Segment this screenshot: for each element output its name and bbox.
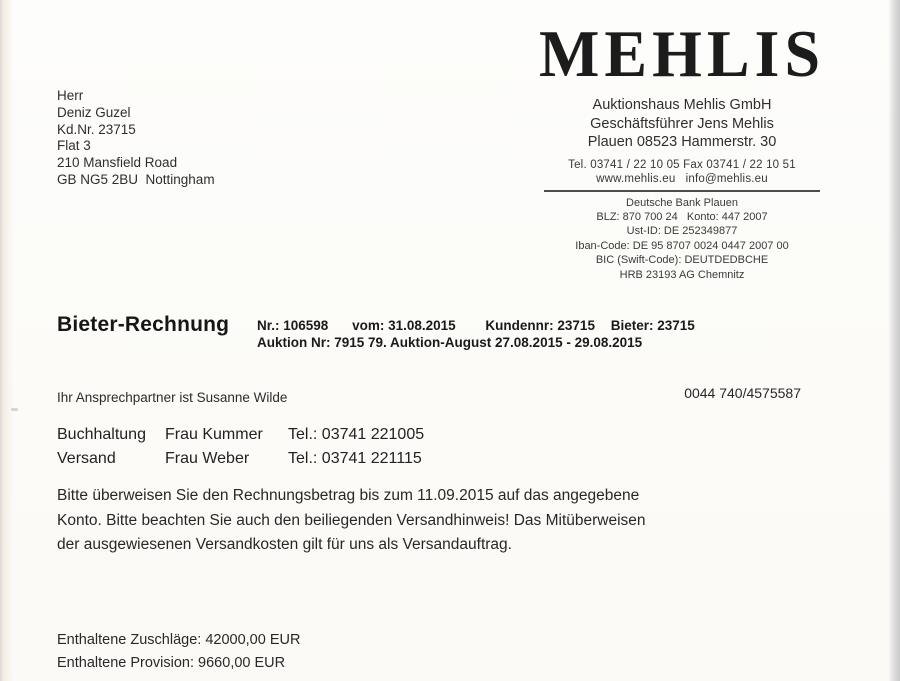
bank-iban: Iban-Code: DE 95 8707 0024 0447 2007 00: [575, 239, 789, 252]
bank-ust-id: Ust-ID: DE 252349877: [626, 225, 738, 238]
invoice-number: Nr.: 106598: [257, 318, 329, 333]
recipient-address-line3: GB NG5 2BU Nottingham: [57, 171, 215, 187]
contact-row-accounting: [57, 423, 424, 447]
scan-edge-right: [888, 0, 900, 681]
totals-block: [57, 629, 300, 675]
invoice-bidder-number: Bieter: 23715: [610, 318, 695, 333]
invoice-date: vom: 31.08.2015: [352, 318, 456, 333]
scan-edge-left: [0, 0, 14, 681]
bank-hrb: HRB 23193 AG Chemnitz: [619, 268, 745, 281]
contact-row-shipping: [57, 447, 424, 471]
reference-number: 0044 740/4575587: [684, 385, 801, 401]
recipient-salutation: Herr: [57, 88, 84, 103]
company-logo: MEHLIS: [538, 16, 826, 91]
company-name: Auktionshaus Mehlis GmbH: [592, 97, 772, 113]
company-web-email: www.mehlis.eu info@mehlis.eu: [596, 172, 768, 185]
payment-instructions-line3: der ausgewiesenen Versandkosten gilt für uns als Versandauftrag.: [57, 536, 512, 553]
contact-department: Versand: [57, 449, 116, 467]
invoice-customer-number: Kundennr: 23715: [485, 318, 595, 333]
company-director: Geschäftsführer Jens Mehlis: [590, 115, 774, 132]
payment-instructions-line2: Konto. Bitte beachten Sie auch den beiliegenden Versandhinweis! Das Mitüberweisen: [57, 511, 646, 529]
contact-partner-line: Ihr Ansprechpartner ist Susanne Wilde: [57, 390, 288, 405]
bank-bic: BIC (Swift-Code): DEUTDEDBCHE: [595, 254, 769, 267]
contact-person: Frau Kummer: [165, 426, 263, 443]
total-surcharges: Enthaltene Zuschläge: 42000,00 EUR: [57, 632, 301, 648]
bank-name: Deutsche Bank Plauen: [626, 196, 738, 209]
invoice-title: Bieter-Rechnung: [57, 313, 230, 336]
recipient-address-block: [57, 88, 215, 189]
scan-speck: [11, 408, 18, 411]
company-phone-fax: Tel. 03741 / 22 10 05 Fax 03741 / 22 10 51: [568, 158, 796, 171]
contact-phone: Tel.: 03741 221115: [288, 449, 422, 467]
invoice-meta-block: [257, 317, 695, 351]
invoice-meta-line1: [257, 317, 695, 334]
letterhead: [527, 14, 837, 282]
recipient-address-line2: 210 Mansfield Road: [57, 155, 178, 171]
letterhead-divider: [544, 190, 820, 192]
invoice-auction-info: Auktion Nr: 7915 79. Auktion-August 27.08.2015 - 29.08.2015: [257, 335, 643, 350]
company-info-block: [527, 96, 837, 152]
contact-department: Buchhaltung: [57, 426, 146, 443]
recipient-customer-number: Kd.Nr. 23715: [57, 121, 136, 137]
payment-instructions: [57, 484, 646, 558]
total-commission: Enthaltene Provision: 9660,00 EUR: [57, 655, 286, 671]
payment-instructions-line1: Bitte überweisen Sie den Rechnungsbetrag bis zum 11.09.2015 auf das angegebene: [57, 487, 640, 504]
company-address: Plauen 08523 Hammerstr. 30: [587, 134, 777, 150]
department-contacts: [57, 423, 424, 470]
contact-person: Frau Weber: [165, 449, 250, 467]
bank-blz-konto: BLZ: 870 700 24 Konto: 447 2007: [596, 210, 768, 223]
contact-phone: Tel.: 03741 221005: [288, 426, 425, 443]
recipient-address-line1: Flat 3: [57, 138, 91, 154]
recipient-name: Deniz Guzel: [57, 104, 131, 120]
bank-details-block: [527, 196, 837, 282]
